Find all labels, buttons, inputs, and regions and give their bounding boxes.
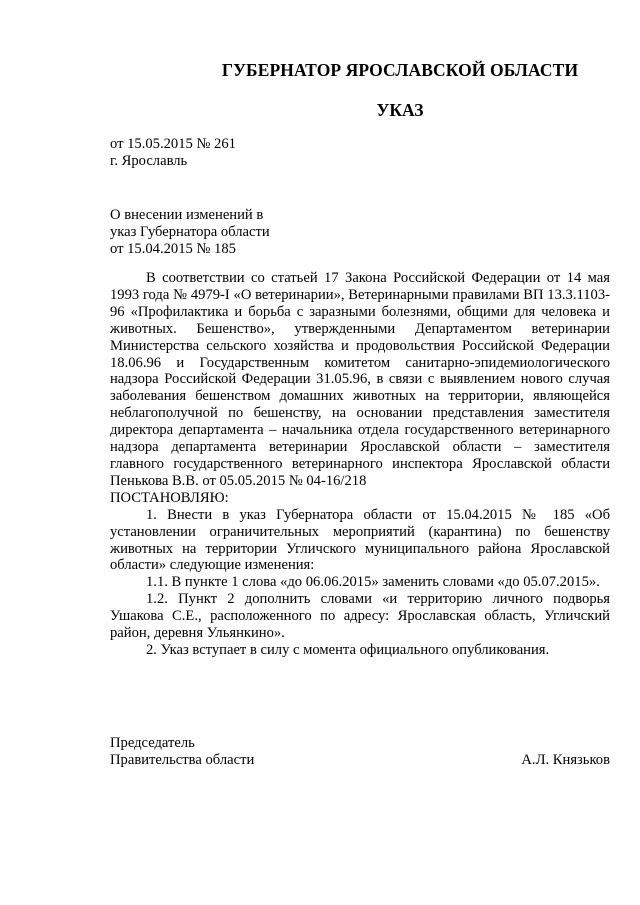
document-type: УКАЗ	[376, 100, 424, 120]
subject-line: указ Губернатора области	[110, 224, 270, 240]
document-city: г. Ярославль	[110, 153, 188, 169]
preamble-paragraph: В соответствии со статьей 17 Закона Российской Федерации от 14 мая 1993 года № 4979-I «О ветеринарии», Ветеринарными правилами ВП 13.3.1103-96 «Профилактика и борьба с заразными болезнями, общими для человека и животных. Бешенство», утвержденными Департаментом ветеринарии Министерства сельского хозяйства и продовольствия Российской Федерации 18.06.96 и Государственным комитетом санитарно-эпидемиологического надзора Российской Федерации 31.05.96, в связи с выявлением нового случая заболевания бешенством домашних животных на территории, являющейся неблагополучной по бешенству, на основании представления заместителя директора департамента – начальника отдела государственного ветеринарного надзора департамента ветеринарии Ярославской области – заместителя главного государственного ветеринарного инспектора Ярославской области Пенькова В.В. от 05.05.2015 № 04-16/218	[110, 270, 610, 489]
subject-line: О внесении изменений в	[110, 207, 264, 223]
item-paragraph: 1.2. Пункт 2 дополнить словами «и территорию личного подворья Ушакова С.Е., расположенного по адресу: Ярославская область, Угличский район, деревня Ульянкино».	[110, 591, 610, 642]
subject-line: от 15.04.2015 № 185	[110, 241, 236, 257]
item-paragraph: 1.1. В пункте 1 слова «до 06.06.2015» заменить словами «до 05.07.2015».	[146, 574, 600, 591]
item-paragraph: 1. Внести в указ Губернатора области от 15.04.2015 № 185 «Об установлении ограничительных мероприятий (карантина) по бешенству животных на территории Угличского муниципального района Ярославской области» следующие изменения:	[110, 506, 610, 574]
signature-title-line: Председатель	[110, 735, 195, 751]
signatory-name: А.Л. Князьков	[521, 752, 610, 768]
signature-block	[110, 735, 610, 769]
signature-row	[110, 752, 610, 769]
document-body	[110, 270, 610, 659]
document-authority: ГУБЕРНАТОР ЯРОСЛАВСКОЙ ОБЛАСТИ	[221, 60, 579, 80]
signature-title-line: Правительства области	[110, 752, 255, 768]
decree-word: ПОСТАНОВЛЯЮ:	[110, 489, 229, 506]
item-paragraph: 2. Указ вступает в силу с момента официального опубликования.	[146, 641, 550, 658]
document-subject	[110, 207, 270, 258]
document-date-number: от 15.05.2015 № 261	[110, 136, 236, 152]
document-meta	[110, 136, 236, 170]
